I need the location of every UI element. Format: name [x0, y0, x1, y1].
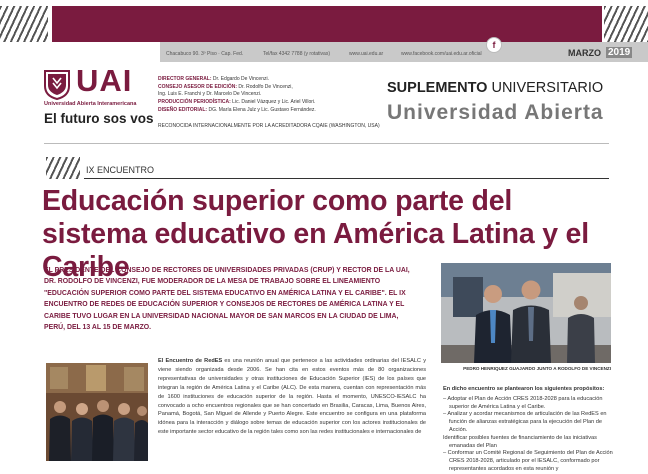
- credit-names: Lic. Daniel Vázquez y Lic. Ariel Villori.: [232, 99, 316, 106]
- proposal-item: Identificar posibles fuentes de financiamiento de las iniciativas emanadas del Plan: [443, 434, 597, 449]
- facebook-icon[interactable]: f: [486, 37, 502, 53]
- photo-caption: PEDRO HENRIQUEZ GUAJARDO JUNTO A RODOLFO DE VINCENZI: [463, 366, 611, 371]
- proposals-block: [443, 386, 613, 474]
- header-band: [52, 6, 602, 42]
- decorative-stripes: [604, 6, 648, 42]
- section-stripes: [46, 157, 80, 179]
- body-lead-in: El Encuentro de RedES: [158, 358, 223, 364]
- slogan: El futuro sos vos: [44, 111, 154, 126]
- credit-line: [158, 91, 368, 99]
- supplement-name: Universidad Abierta: [387, 101, 604, 124]
- logo-caption: Universidad Abierta Interamericana: [44, 101, 137, 107]
- credit-names: Ing. Luis E. Franchi y Dr. Marcelo De Vincenzi.: [158, 91, 262, 98]
- website-link[interactable]: www.uai.edu.ar: [349, 51, 384, 57]
- credit-role: DIRECTOR GENERAL:: [158, 76, 212, 82]
- photo-conference-attendees: [46, 363, 148, 461]
- credit-line: [158, 99, 368, 107]
- credit-role: DISEÑO EDITORIAL:: [158, 106, 208, 113]
- credit-names: DG. María Elena Julz y Lic. Gustavo Fernández.: [208, 106, 316, 113]
- photo-two-men: [441, 263, 611, 363]
- body-text: es una reunión anual que pertenece a las actividades ordinarias del IESALC y viene siendo organizada desde 2006. Se han cita en estos eventos más de 80 organizaciones representativas de universidades y otras instituciones de Educación Superior (IES) de los países que integran la región de América Latina y el Caribe (ALC). De esta manera, cuentan con representación más de 1600 instituciones de educación superior de la región. Hasta el momento, UNESCO-IESALC ha convocado a ocho encuentros regionales que se han concertado en Brasilia, Caracas, Lima, Buenos Aires, Panamá, Bogotá, San Miguel de Allende y Puerto Alegre. Este encuentro se configura en una plataforma idónea para la interacción y diálogo sobre temas de educación superior con los actores institucionales de este importante sector educativo de la región tales como son las redes institucionales e internacionales de: [158, 358, 426, 436]
- proposal-item: – Adoptar el Plan de Acción CRES 2018-2028 para la educación superior de América Latina y el Caribe.: [443, 395, 603, 410]
- article-body: [158, 357, 426, 437]
- divider: [44, 143, 609, 144]
- uai-logo: UAI: [76, 63, 133, 98]
- address-text: Chacabuco 90. 3º Piso · Cap. Fed.: [166, 51, 244, 57]
- supplement-label: [387, 80, 603, 96]
- credit-line: [158, 84, 368, 92]
- article-headline: Educación superior como parte del sistema educativo en América Latina y el Caribe: [42, 185, 589, 283]
- divider: [84, 178, 609, 179]
- decorative-stripes: [0, 6, 48, 42]
- phone-text: Tel/fax 4342 7788 (y rotativas): [263, 51, 330, 57]
- supplement-label-rest: UNIVERSITARIO: [487, 80, 604, 96]
- credit-names: Dr. Rodolfo De Vincenzi,: [238, 83, 293, 90]
- section-label: IX ENCUENTRO: [86, 165, 155, 175]
- proposal-item: – Analizar y acordar mecanismos de articulación de las RedES en función de alianzas estratégicas para la ejecución del Plan de Acción.: [443, 411, 607, 433]
- credit-line: [158, 76, 368, 84]
- proposals-title: En dicho encuentro se plantearon los siguientes propósitos:: [443, 386, 605, 392]
- issue-month: MARZO: [568, 48, 601, 58]
- credits-block: [158, 76, 368, 115]
- accreditation-text: RECONOCIDA INTERNACIONALMENTE POR LA ACREDITADORA CQAIE (WASHINGTON, USA): [158, 123, 380, 129]
- proposal-item: – Conformar un Comité Regional de Seguimiento del Plan de Acción CRES 2018-2028, articulado por el IESALC, conformado por representantes acordados en esta reunión y: [443, 450, 613, 472]
- credit-line: [158, 107, 368, 115]
- supplement-label-bold: SUPLEMENTO: [387, 80, 488, 96]
- uai-shield-icon: [44, 70, 70, 100]
- credit-role: CONSEJO ASESOR DE EDICIÓN:: [158, 83, 237, 90]
- issue-year: 2019: [608, 47, 631, 58]
- credit-role: PRODUCCIÓN PERIODÍSTICA:: [158, 99, 231, 106]
- credit-names: Dr. Edgardo De Vincenzi.: [212, 76, 269, 82]
- facebook-link[interactable]: www.facebook.com/uai.edu.ar.oficial: [401, 51, 482, 57]
- article-lead: EL PRESIDENTE DEL CONSEJO DE RECTORES DE UNIVERSIDADES PRIVADAS (CRUP) Y RECTOR DE LA UAI, DR. RODOLFO DE VINCENZI, FUE MODERADOR DE LA MESA DE TRABAJO SOBRE EL LINEAMIENTO "EDUCACIÓN SUPERIOR COMO PARTE DEL SISTEMA EDUCATIVO EN AMÉRICA LATINA Y EL CARIBE". EL IX ENCUENTRO DE REDES DE EDUCACIÓN SUPERIOR Y CONSEJOS DE RECTORES DE AMÉRICA LATINA Y EL CARIBE TUVO LUGAR EN LA UNIVERSIDAD NACIONAL MAYOR DE SAN MARCOS EN LA CIUDAD DE LIMA, PERÚ, DEL 13 AL 15 DE MARZO.: [44, 267, 410, 332]
